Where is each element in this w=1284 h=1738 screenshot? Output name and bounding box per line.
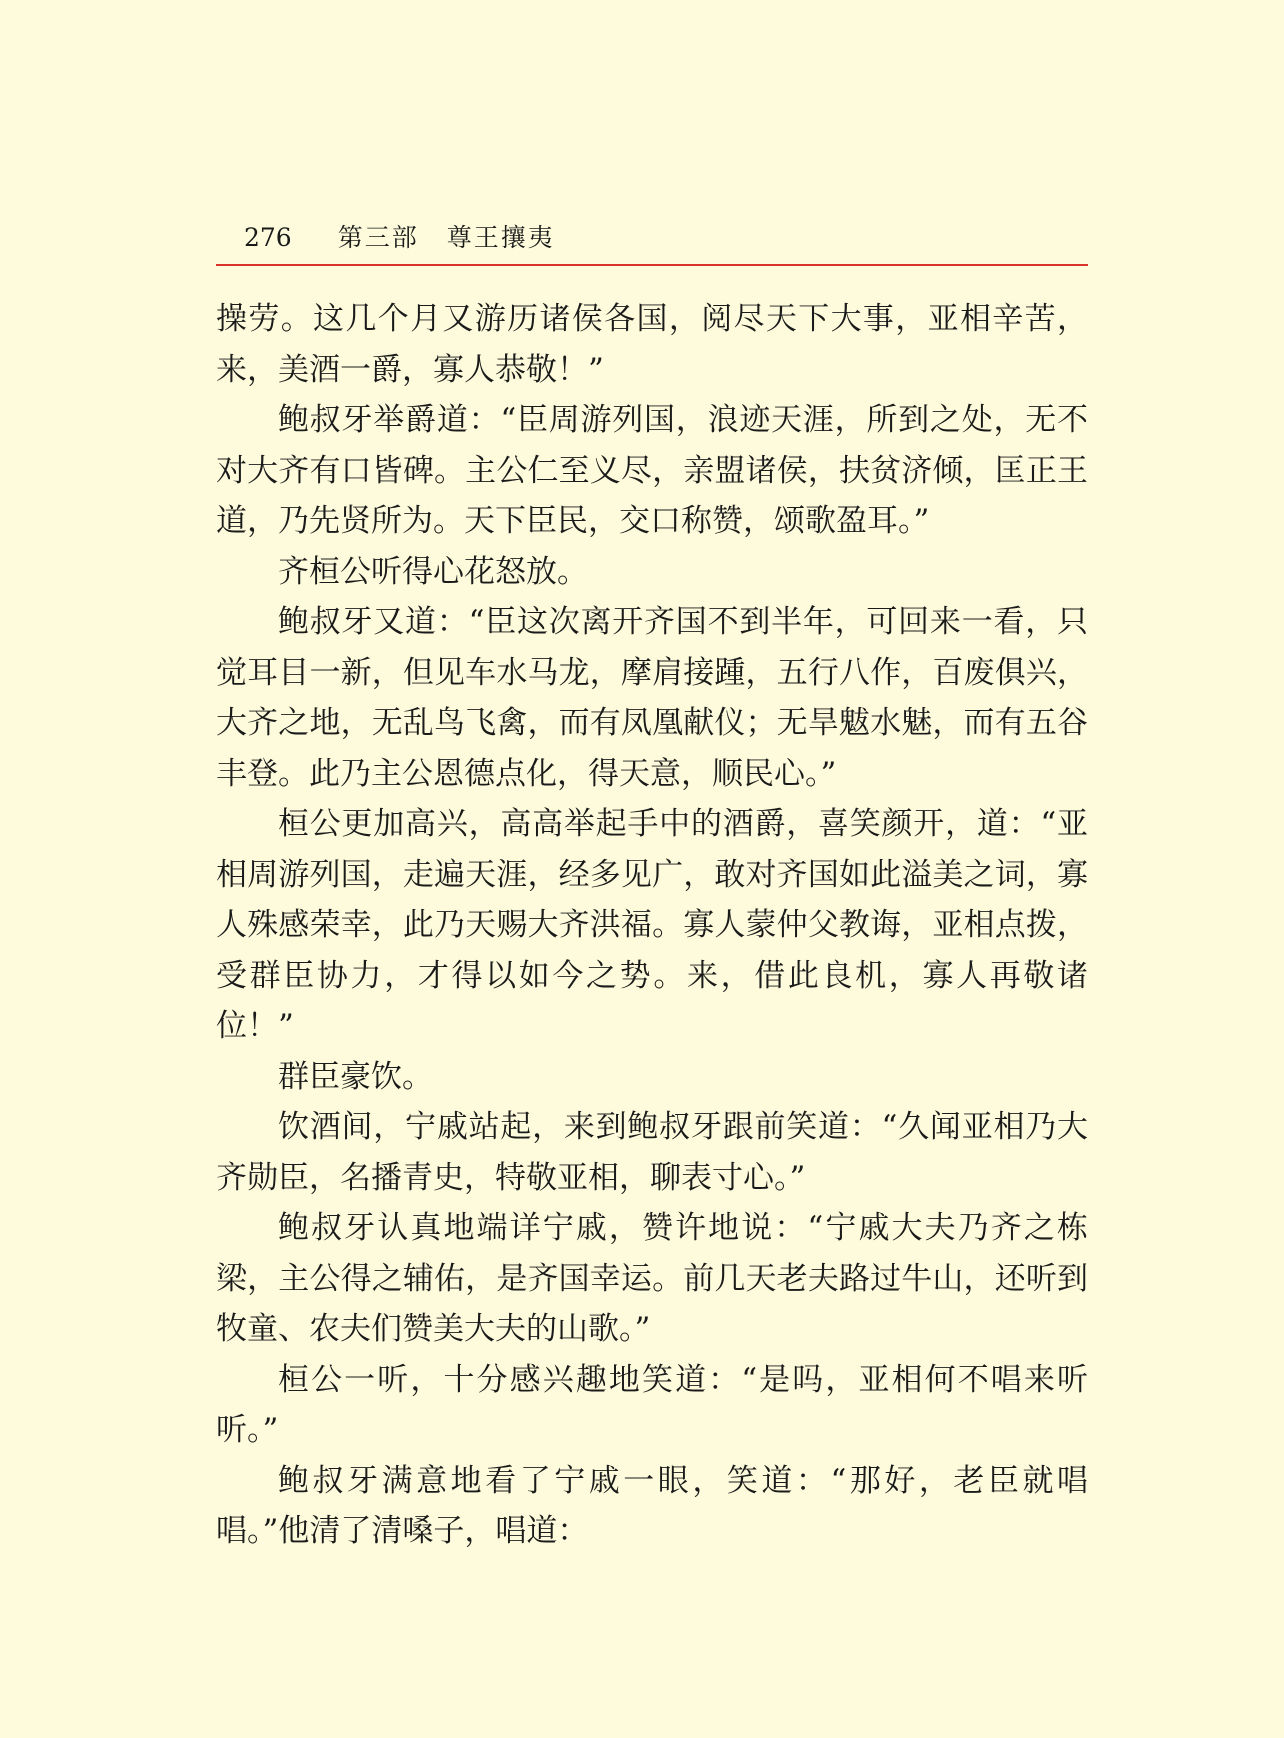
part-label: 第三部 (337, 223, 419, 252)
paragraph: 鲍叔牙举爵道：“臣周游列国，浪迹天涯，所到之处，无不对大齐有口皆碑。主公仁至义尽，亲盟诸侯，扶贫济倾，匡正王道，乃先贤所为。天下臣民，交口称赞，颂歌盈耳。” (216, 402, 1088, 539)
part-title: 尊王攘夷 (446, 223, 555, 252)
page-number: 276 (244, 223, 292, 252)
body-text (216, 294, 1088, 1557)
paragraph: 鲍叔牙满意地看了宁戚一眼，笑道：“那好，老臣就唱唱。”他清了清嗓子，唱道： (216, 1462, 1088, 1549)
running-head (216, 218, 1088, 258)
paragraph: 鲍叔牙认真地端详宁戚，赞许地说：“宁戚大夫乃齐之栋梁，主公得之辅佑，是齐国幸运。前几天老夫路过牛山，还听到牧童、农夫们赞美大夫的山歌。” (216, 1210, 1088, 1347)
header-rule (216, 264, 1088, 266)
paragraph: 鲍叔牙又道：“臣这次离开齐国不到半年，可回来一看，只觉耳目一新，但见车水马龙，摩肩接踵，五行八作，百废俱兴，大齐之地，无乱鸟飞禽，而有凤凰献仪；无旱魃水魅，而有五谷丰登。此乃主公恩德点化，得天意，顺民心。” (216, 604, 1088, 792)
paragraph: 桓公一听，十分感兴趣地笑道：“是吗，亚相何不唱来听听。” (216, 1361, 1088, 1448)
paragraph: 群臣豪饮。 (278, 1058, 433, 1095)
paragraph: 齐桓公听得心花怒放。 (278, 553, 588, 590)
book-page (216, 0, 1088, 1738)
paragraph: 饮酒间，宁戚站起，来到鲍叔牙跟前笑道：“久闻亚相乃大齐勋臣，名播青史，特敬亚相，聊表寸心。” (216, 1109, 1088, 1196)
paragraph: 桓公更加高兴，高高举起手中的酒爵，喜笑颜开，道：“亚相周游列国，走遍天涯，经多见广，敢对齐国如此溢美之词，寡人殊感荣幸，此乃天赐大齐洪福。寡人蒙仲父教诲，亚相点拨，受群臣协力，才得以如今之势。来，借此良机，寡人再敬诸位！” (216, 806, 1088, 1044)
paragraph: 操劳。这几个月又游历诸侯各国，阅尽天下大事，亚相辛苦，来，美酒一爵，寡人恭敬！” (216, 301, 1088, 388)
